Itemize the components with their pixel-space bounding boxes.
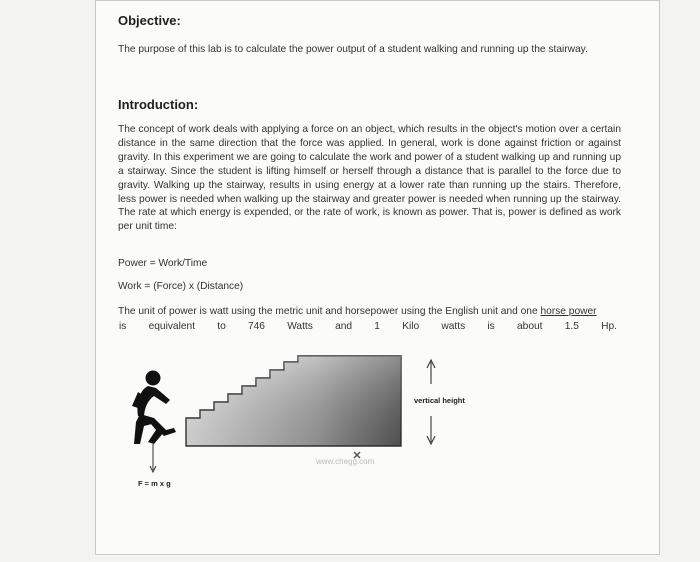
word: Watts: [287, 321, 313, 332]
word: 746: [247, 321, 265, 332]
unit-sentence-text: The unit of power is watt using the metric unit and horsepower using the English unit and one: [118, 306, 538, 317]
stairway-shape: [186, 356, 401, 446]
introduction-paragraph: The concept of work deals with applying a force on an object, which results in the object's motion over a certain distance in the same direction that the force was applied. In general, work is done against friction or against gravity. In this experiment we are going to calculate the work and power of a student walking up and running up a stairway. Since the student is lifting himself or herself through a distance that is parallel to the force due to gravity. Walking up the stairway, results in using energy at a lower rate than running up the stairs. Therefore, less power is needed when walking up the stairway and greater power is needed when running up the stairway. The rate at which energy is expended, or the rate of work, is known as power. That is, power is defined as work per unit time:: [118, 124, 621, 233]
word: equivalent: [148, 321, 196, 332]
word: is: [487, 321, 495, 332]
word: and: [335, 321, 353, 332]
force-label: F = m x g: [138, 479, 171, 488]
document-page: [95, 0, 660, 555]
vertical-height-label: vertical height: [414, 396, 465, 405]
watermark-mark: [315, 452, 375, 466]
stairway-figure: [126, 346, 486, 506]
introduction-heading: Introduction:: [118, 97, 199, 112]
force-arrow: [150, 444, 156, 472]
word: Kilo: [402, 321, 420, 332]
word: 1: [374, 321, 380, 332]
word: 1.5: [564, 321, 579, 332]
word: watts: [441, 321, 466, 332]
word: is: [119, 321, 127, 332]
word: to: [217, 321, 226, 332]
word: Hp.: [601, 321, 617, 332]
student-figure: [132, 371, 176, 445]
formula-power: Power = Work/Time: [118, 258, 208, 269]
unit-sentence-line1: [118, 306, 597, 317]
objective-text: The purpose of this lab is to calculate the power output of a student walking and running up the stairway.: [118, 44, 588, 55]
formula-work: Work = (Force) x (Distance): [118, 281, 244, 292]
horse-power-link: horse power: [540, 306, 597, 317]
objective-heading: Objective:: [118, 13, 181, 28]
word: about: [516, 321, 543, 332]
watermark-text: www.chegg.com: [316, 457, 375, 466]
unit-sentence-line2: [119, 321, 617, 332]
